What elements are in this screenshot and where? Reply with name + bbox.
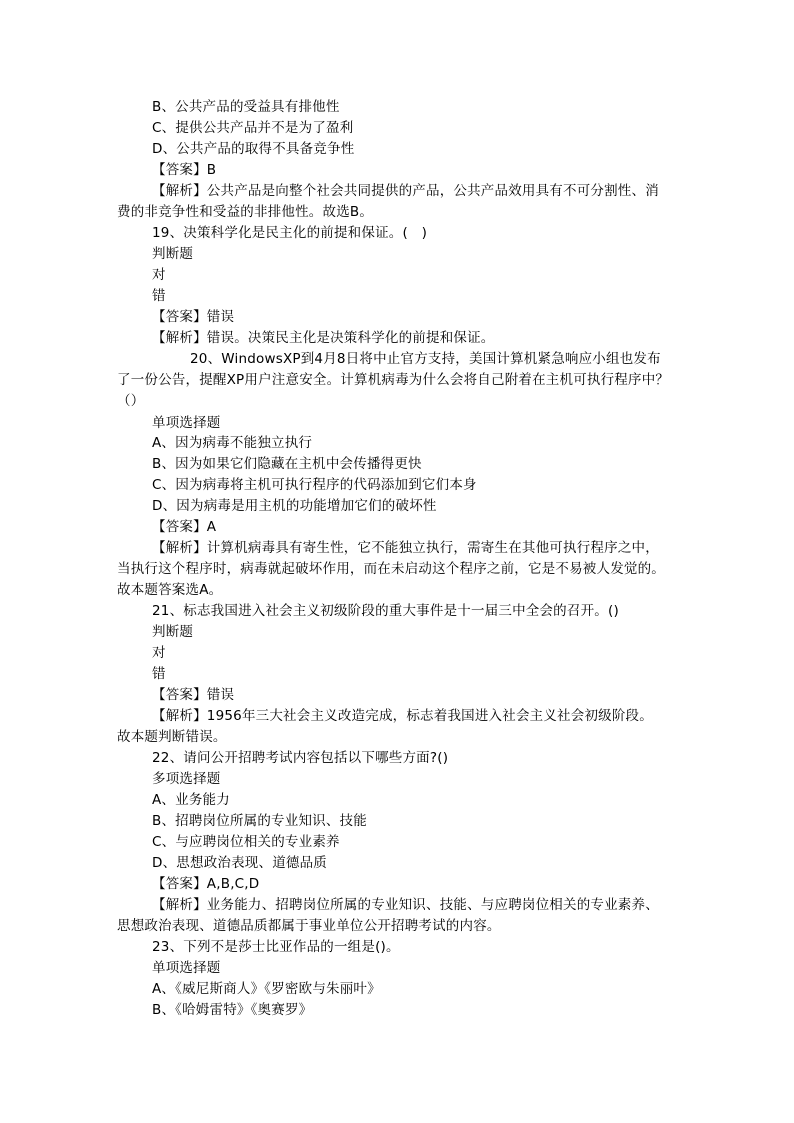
question-20-line1: 20、WindowsXP到4月8日将中止官方支持，美国计算机紧急响应小组也发布 — [190, 351, 661, 367]
question-19: 19、决策科学化是民主化的前提和保证。( ) — [152, 225, 428, 241]
option-c-q18: C、提供公共产品并不是为了盈利 — [152, 120, 354, 136]
option-false-q21: 错 — [152, 666, 166, 682]
option-b-q20: B、因为如果它们隐藏在主机中会传播得更快 — [152, 456, 422, 472]
analysis-q22-line2: 思想政治表现、道德品质都属于事业单位公开招聘考试的内容。 — [117, 918, 501, 934]
option-c-q22: C、与应聘岗位相关的专业素养 — [152, 834, 340, 850]
answer-q19: 【答案】错误 — [152, 309, 235, 325]
option-true-q21: 对 — [152, 645, 166, 661]
analysis-q21-line1: 【解析】1956年三大社会主义改造完成，标志着我国进入社会主义社会初级阶段。 — [152, 708, 653, 724]
answer-q21: 【答案】错误 — [152, 687, 235, 703]
option-a-q20: A、因为病毒不能独立执行 — [152, 435, 313, 451]
option-b-q22: B、招聘岗位所属的专业知识、技能 — [152, 813, 367, 829]
question-20-line2: 了一份公告，提醒XP用户注意安全。计算机病毒为什么会将自己附着在主机可执行程序中？ — [117, 372, 670, 388]
option-d-q22: D、思想政治表现、道德品质 — [152, 855, 327, 871]
analysis-q18-line1: 【解析】公共产品是向整个社会共同提供的产品，公共产品效用具有不可分割性、消 — [152, 183, 659, 199]
question-type-q23: 单项选择题 — [152, 960, 221, 976]
option-true-q19: 对 — [152, 267, 166, 283]
question-21: 21、标志我国进入社会主义初级阶段的重大事件是十一届三中全会的召开。() — [152, 603, 619, 619]
option-c-q20: C、因为病毒将主机可执行程序的代码添加到它们本身 — [152, 477, 477, 493]
answer-q18: 【答案】B — [152, 162, 217, 178]
analysis-q20-line1: 【解析】计算机病毒具有寄生性，它不能独立执行，需寄生在其他可执行程序之中， — [152, 540, 659, 556]
question-20-line3: （） — [117, 393, 145, 409]
analysis-q20-line3: 故本题答案选A。 — [117, 582, 223, 598]
analysis-q22-line1: 【解析】业务能力、招聘岗位所属的专业知识、技能、与应聘岗位相关的专业素养、 — [152, 897, 659, 913]
question-type-q20: 单项选择题 — [152, 415, 221, 431]
option-b-q23: B、《哈姆雷特》《奥赛罗》 — [152, 1002, 313, 1018]
option-a-q23: A、《威尼斯商人》《罗密欧与朱丽叶》 — [152, 981, 381, 997]
option-false-q19: 错 — [152, 288, 166, 304]
option-b-q18: B、公共产品的受益具有排他性 — [152, 99, 340, 115]
question-22: 22、请问公开招聘考试内容包括以下哪些方面?() — [152, 750, 449, 766]
option-d-q20: D、因为病毒是用主机的功能增加它们的破坏性 — [152, 498, 437, 514]
answer-q22: 【答案】A,B,C,D — [152, 876, 260, 892]
question-type-q19: 判断题 — [152, 246, 194, 262]
analysis-q19: 【解析】错误。决策民主化是决策科学化的前提和保证。 — [152, 330, 495, 346]
answer-q20: 【答案】A — [152, 519, 217, 535]
analysis-q21-line2: 故本题判断错误。 — [117, 729, 227, 745]
analysis-q18-line2: 费的非竞争性和受益的非排他性。故选B。 — [117, 204, 374, 220]
option-d-q18: D、公共产品的取得不具备竞争性 — [152, 141, 355, 157]
question-type-q21: 判断题 — [152, 624, 194, 640]
question-23: 23、下列不是莎士比亚作品的一组是()。 — [152, 939, 400, 955]
option-a-q22: A、业务能力 — [152, 792, 230, 808]
question-type-q22: 多项选择题 — [152, 771, 221, 787]
analysis-q20-line2: 当执行这个程序时，病毒就起破坏作用，而在未启动这个程序之前，它是不易被人发觉的。 — [117, 561, 665, 577]
